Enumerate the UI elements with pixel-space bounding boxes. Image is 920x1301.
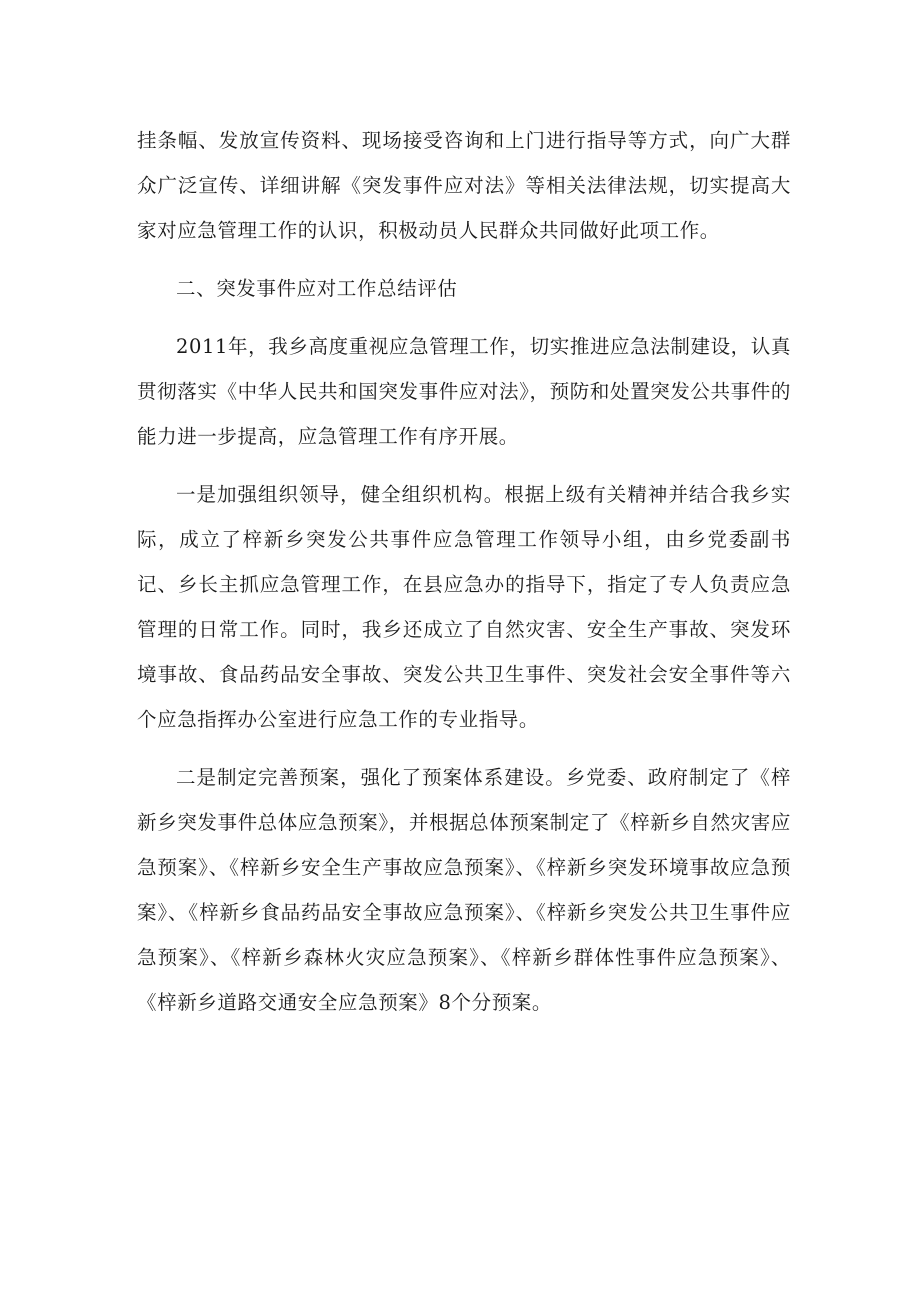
paragraph-organization: 一是加强组织领导，健全组织机构。根据上级有关精神并结合我乡实际，成立了梓新乡突发公共事件应急管理工作领导小组，由乡党委副书记、乡长主抓应急管理工作，在县应急办的指导下，指定了专人负责应急管理的日常工作。同时，我乡还成立了自然灾害、安全生产事故、突发环境事故、食品药品安全事故、突发公共卫生事件、突发社会安全事件等六个应急指挥办公室进行应急工作的专业指导。 <box>137 483 791 731</box>
paragraph-plans: 二是制定完善预案，强化了预案体系建设。乡党委、政府制定了《梓新乡突发事件总体应急预案》，并根据总体预案制定了《梓新乡自然灾害应急预案》、《梓新乡安全生产事故应急预案》、《梓新乡突发环境事故应急预案》、《梓新乡食品药品安全事故应急预案》、《梓新乡突发公共卫生事件应急预案》、《梓新乡森林火灾应急预案》、《梓新乡群体性事件应急预案》、《梓新乡道路交通安全应急预案》8个分预案。 <box>137 766 791 1014</box>
section-heading: 二、突发事件应对工作总结评估 <box>176 277 458 300</box>
paragraph-summary: 2011年，我乡高度重视应急管理工作，切实推进应急法制建设，认真贯彻落实《中华人民共和国突发事件应对法》，预防和处置突发公共事件的能力进一步提高，应急管理工作有序开展。 <box>137 335 791 448</box>
document-body <box>137 118 791 1038</box>
paragraph-continuation: 挂条幅、发放宣传资料、现场接受咨询和上门进行指导等方式，向广大群众广泛宣传、详细讲解《突发事件应对法》等相关法律法规，切实提高大家对应急管理工作的认识，积极动员人民群众共同做好此项工作。 <box>137 129 791 242</box>
